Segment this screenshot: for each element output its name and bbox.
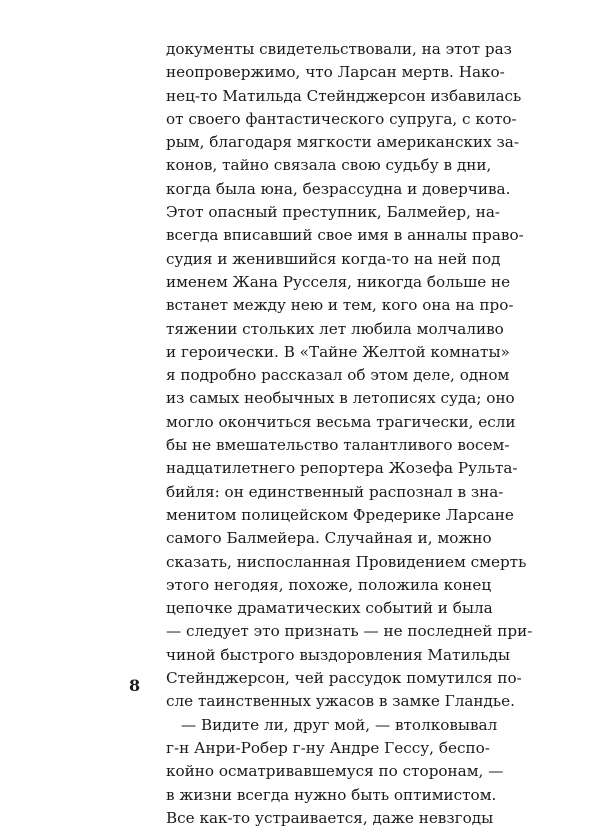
text-line: документы свидетельствовали, на этот раз — [166, 40, 512, 58]
text-line: нец-то Матильда Стейнджерсон избавилась — [166, 86, 522, 105]
page-number: 8 — [129, 676, 141, 695]
text-line: именем Жана Русселя, никогда больше не — [166, 272, 511, 291]
text-line: менитом полицейском Фредерике Ларсане — [166, 505, 514, 524]
text-line: могло окончиться весьма трагически, если — [166, 412, 516, 431]
text-line: чиной быстрого выздоровления Матильды — [166, 645, 510, 664]
text-line: койно осматривавшемуся по сторонам, — — [166, 762, 504, 781]
text-line: сле таинственных ужасов в замке Гландье. — [166, 692, 515, 711]
text-line: этого негодяя, похоже, положила конец — [166, 575, 492, 594]
text-line: конов, тайно связала свою судьбу в дни, — [166, 156, 492, 175]
text-line: из самых необычных в летописях суда; оно — [166, 389, 515, 408]
text-line: бийля: он единственный распознал в зна- — [166, 482, 504, 501]
text-line: Стейнджерсон, чей рассудок помутился по- — [166, 669, 522, 688]
text-line: надцатилетнего репортера Жозефа Рульта- — [166, 459, 518, 478]
text-line: и героически. В «Тайне Желтой комнаты» — [166, 342, 510, 361]
text-line: неопровержимо, что Ларсан мертв. Нако- — [166, 63, 505, 82]
text-line: судия и женившийся когда-то на ней под — [166, 249, 501, 268]
text-line: цепочке драматических событий и была — [166, 599, 493, 618]
text-line: — Видите ли, друг мой, — втолковывал — [181, 715, 498, 734]
text-line: я подробно рассказал об этом деле, одном — [166, 366, 510, 385]
text-line: Все как-то устраивается, даже невзгоды — [166, 808, 494, 827]
text-line: — следует это признать — не последней при- — [166, 622, 533, 641]
text-line: бы не вмешательство талантливого восем- — [166, 436, 510, 455]
text-line: от своего фантастического супруга, с кото- — [166, 109, 517, 128]
text-line: когда была юна, безрассудна и доверчива. — [166, 179, 511, 198]
body-text — [166, 38, 533, 830]
text-line: сказать, ниспосланная Провидением смерть — [166, 552, 527, 571]
text-line: в жизни всегда нужно быть оптимистом. — [166, 785, 497, 804]
text-line: Этот опасный преступник, Балмейер, на- — [166, 203, 501, 222]
text-line: всегда вписавший свое имя в анналы право- — [166, 226, 524, 245]
text-line: самого Балмейера. Случайная и, можно — [166, 529, 492, 548]
text-line: тяжении стольких лет любила молчаливо — [166, 319, 504, 338]
text-line: встанет между нею и тем, кого она на про- — [166, 296, 514, 315]
text-line: г-н Анри-Робер г-ну Андре Гессу, беспо- — [166, 738, 490, 757]
text-line: рым, благодаря мягкости американских за- — [166, 133, 519, 152]
